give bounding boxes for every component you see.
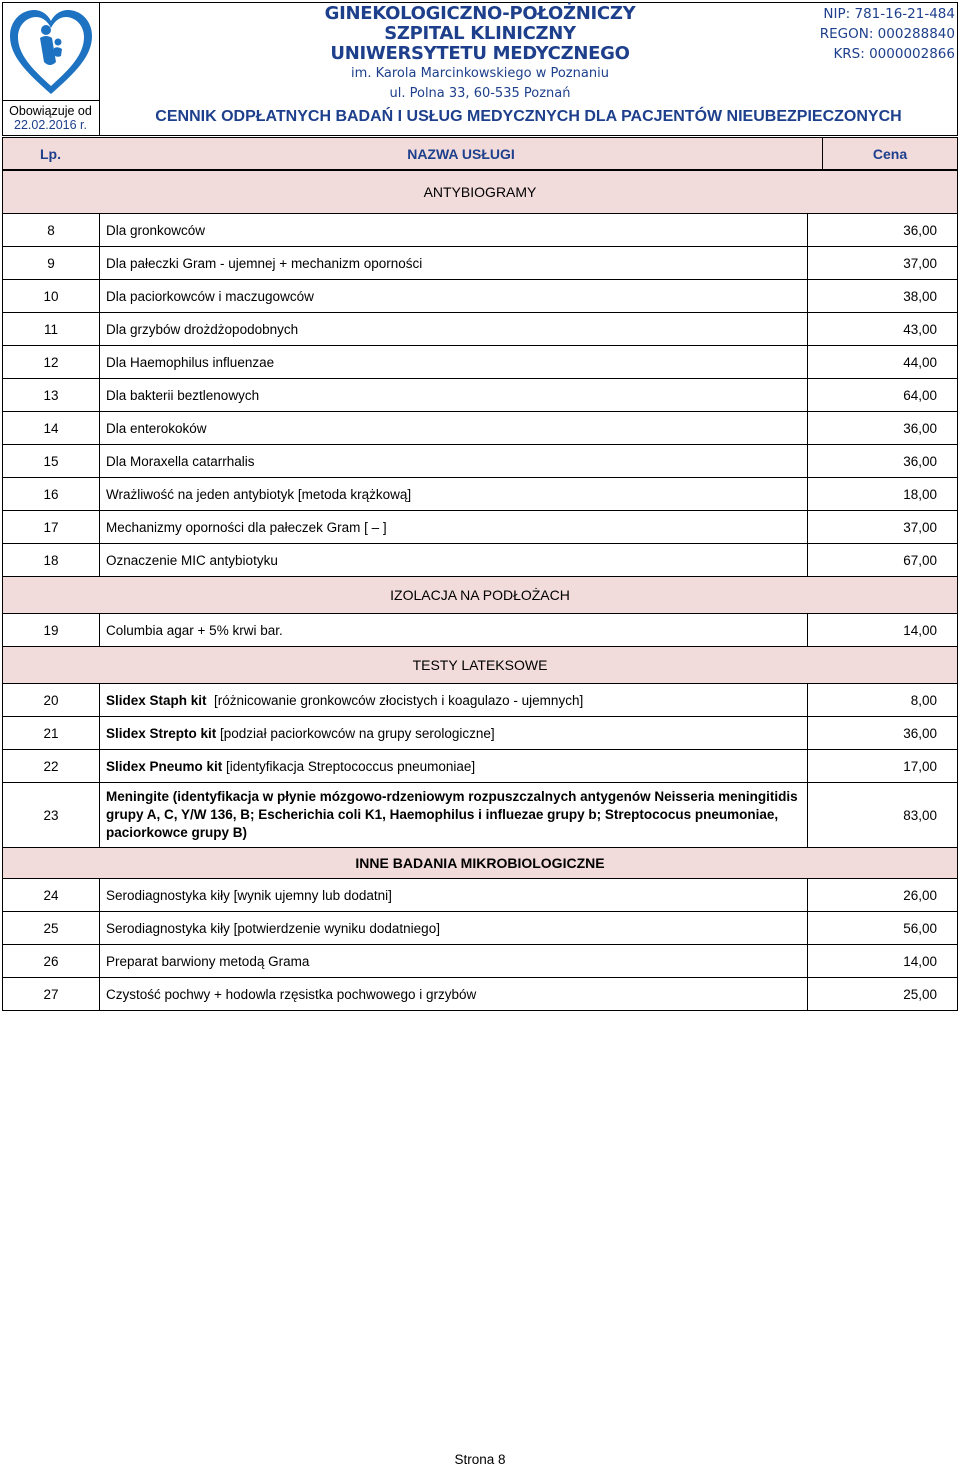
- service-name: [100, 313, 808, 346]
- table-row: [3, 346, 958, 379]
- kit-name: Slidex Pneumo kit: [106, 758, 223, 774]
- row-number: 23: [3, 783, 100, 848]
- column-header-price: Cena: [822, 137, 958, 170]
- service-price: 14,00: [808, 614, 958, 647]
- service-price: 67,00: [808, 544, 958, 577]
- service-name-text: Wrażliwość na jeden antybiotyk [metoda krążkową]: [106, 486, 412, 502]
- kit-description: [różnicowanie gronkowców złocistych i koagulazo - ujemnych]: [206, 692, 584, 708]
- service-name: [100, 684, 808, 717]
- row-number: 14: [3, 412, 100, 445]
- price-table-body: [3, 171, 958, 1011]
- row-number: 26: [3, 945, 100, 978]
- service-name: [100, 511, 808, 544]
- section-title: INNE BADANIA MIKROBIOLOGICZNE: [3, 848, 958, 879]
- service-name: [100, 717, 808, 750]
- service-name: [100, 346, 808, 379]
- service-name-text: Dla Moraxella catarrhalis: [106, 453, 255, 469]
- table-row: [3, 684, 958, 717]
- row-number: 11: [3, 313, 100, 346]
- hospital-line-1: GINEKOLOGICZNO-POŁOŻNICZY: [324, 3, 636, 24]
- service-name-text: Preparat barwiony metodą Grama: [106, 953, 310, 969]
- service-name-text: Dla gronkowców: [106, 222, 206, 238]
- service-name: [100, 750, 808, 783]
- table-row: [3, 945, 958, 978]
- service-price: 37,00: [808, 511, 958, 544]
- service-price: 36,00: [808, 445, 958, 478]
- table-row: [3, 247, 958, 280]
- service-price: 64,00: [808, 379, 958, 412]
- table-row: [3, 717, 958, 750]
- table-row: [3, 313, 958, 346]
- table-row: [3, 478, 958, 511]
- krs: KRS: 0000002866: [833, 46, 955, 62]
- regon: REGON: 000288840: [819, 26, 955, 42]
- row-number: 8: [3, 214, 100, 247]
- service-name: [100, 478, 808, 511]
- row-number: 27: [3, 978, 100, 1011]
- table-row: [3, 750, 958, 783]
- service-name: [100, 879, 808, 912]
- table-row: [3, 214, 958, 247]
- service-name-text: Dla enterokoków: [106, 420, 207, 436]
- service-name: [100, 978, 808, 1011]
- service-price: 18,00: [808, 478, 958, 511]
- service-name: [100, 614, 808, 647]
- row-number: 9: [3, 247, 100, 280]
- valid-from-date: 22.02.2016 r.: [14, 118, 87, 132]
- valid-from: [2, 104, 99, 132]
- table-row: [3, 445, 958, 478]
- hospital-line-4: im. Karola Marcinkowskiego w Poznaniu: [351, 66, 609, 81]
- section-header-row: [3, 647, 958, 684]
- service-price: 17,00: [808, 750, 958, 783]
- table-row: [3, 544, 958, 577]
- service-name: [100, 412, 808, 445]
- kit-description: [podział paciorkowców na grupy serologiczne]: [216, 725, 495, 741]
- service-name: [100, 912, 808, 945]
- service-name-text: Columbia agar + 5% krwi bar.: [106, 622, 283, 638]
- hospital-line-2: SZPITAL KLINICZNY: [384, 23, 576, 44]
- service-name-text: Dla pałeczki Gram - ujemnej + mechanizm oporności: [106, 255, 423, 271]
- section-header-row: [3, 577, 958, 614]
- service-name: [100, 445, 808, 478]
- page-title: CENNIK ODPŁATNYCH BADAŃ I USŁUG MEDYCZNYCH DLA PACJENTÓW NIEUBEZPIECZONYCH: [155, 108, 902, 125]
- service-price: 36,00: [808, 717, 958, 750]
- service-name: [100, 247, 808, 280]
- nip: NIP: 781-16-21-484: [823, 6, 955, 22]
- logo-divider: [2, 100, 99, 101]
- service-name: [100, 544, 808, 577]
- section-title: TESTY LATEKSOWE: [3, 647, 958, 684]
- service-price: 8,00: [808, 684, 958, 717]
- section-title: IZOLACJA NA PODŁOŻACH: [3, 577, 958, 614]
- table-row: [3, 511, 958, 544]
- row-number: 18: [3, 544, 100, 577]
- service-price: 36,00: [808, 214, 958, 247]
- service-price: 36,00: [808, 412, 958, 445]
- table-row: [3, 280, 958, 313]
- header-left-border: [2, 137, 3, 170]
- row-number: 24: [3, 879, 100, 912]
- hospital-ids: [800, 4, 955, 64]
- service-name-text: Meningite (identyfikacja w płynie mózgowo-rdzeniowym rozpuszczalnych antygenów Neisseria meningitidis grupy A, C, Y/W 136, B; Escherichia coli K1, Haemophilus i influezae grupy b; Streptococus pneumoniae, paciorkowce grupy B): [106, 789, 798, 840]
- service-name-text: Dla bakterii beztlenowych: [106, 387, 260, 403]
- section-header-row: [3, 171, 958, 214]
- service-name-text: Czystość pochwy + hodowla rzęsistka pochwowego i grzybów: [106, 986, 477, 1002]
- row-number: 21: [3, 717, 100, 750]
- row-number: 15: [3, 445, 100, 478]
- table-row: [3, 912, 958, 945]
- service-name-text: Dla grzybów drożdżopodobnych: [106, 321, 299, 337]
- hospital-heart-logo-icon: [6, 6, 96, 98]
- table-row: [3, 412, 958, 445]
- row-number: 20: [3, 684, 100, 717]
- service-price: 25,00: [808, 978, 958, 1011]
- table-row: [3, 783, 958, 848]
- row-number: 19: [3, 614, 100, 647]
- table-row: [3, 879, 958, 912]
- service-name: [100, 783, 808, 848]
- service-price: 38,00: [808, 280, 958, 313]
- table-row: [3, 379, 958, 412]
- row-number: 16: [3, 478, 100, 511]
- kit-name: Slidex Staph kit: [106, 692, 207, 708]
- row-number: 22: [3, 750, 100, 783]
- service-price: 43,00: [808, 313, 958, 346]
- row-number: 12: [3, 346, 100, 379]
- hospital-name: [300, 4, 660, 104]
- service-price: 56,00: [808, 912, 958, 945]
- row-number: 17: [3, 511, 100, 544]
- table-row: [3, 614, 958, 647]
- row-number: 25: [3, 912, 100, 945]
- service-price: 37,00: [808, 247, 958, 280]
- service-name-text: Serodiagnostyka kiły [potwierdzenie wyniku dodatniego]: [106, 920, 440, 936]
- service-price: 83,00: [808, 783, 958, 848]
- kit-name: Slidex Strepto kit: [106, 725, 217, 741]
- service-name: [100, 214, 808, 247]
- service-price: 44,00: [808, 346, 958, 379]
- row-number: 10: [3, 280, 100, 313]
- service-name: [100, 379, 808, 412]
- service-name-text: Dla paciorkowców i maczugowców: [106, 288, 314, 304]
- service-name-text: Oznaczenie MIC antybiotyku: [106, 552, 278, 568]
- service-name-text: Mechanizmy oporności dla pałeczek Gram [ – ]: [106, 519, 387, 535]
- row-number: 13: [3, 379, 100, 412]
- service-price: 26,00: [808, 879, 958, 912]
- section-header-row: [3, 848, 958, 879]
- valid-from-label: Obowiązuje od: [9, 104, 92, 118]
- column-header-name: NAZWA USŁUGI: [99, 137, 823, 170]
- column-header-lp: Lp.: [2, 137, 99, 170]
- kit-description: [identyfikacja Streptococcus pneumoniae]: [222, 758, 476, 774]
- table-row: [3, 978, 958, 1011]
- service-name: [100, 945, 808, 978]
- price-table: [2, 170, 958, 1011]
- hospital-address: ul. Polna 33, 60-535 Poznań: [389, 86, 571, 101]
- service-name-text: Dla Haemophilus influenzae: [106, 354, 275, 370]
- service-name-text: Serodiagnostyka kiły [wynik ujemny lub dodatni]: [106, 887, 392, 903]
- service-name: [100, 280, 808, 313]
- section-title: ANTYBIOGRAMY: [3, 171, 958, 214]
- hospital-line-3: UNIWERSYTETU MEDYCZNEGO: [330, 43, 630, 64]
- service-price: 14,00: [808, 945, 958, 978]
- page-number: Strona 8: [454, 1452, 506, 1467]
